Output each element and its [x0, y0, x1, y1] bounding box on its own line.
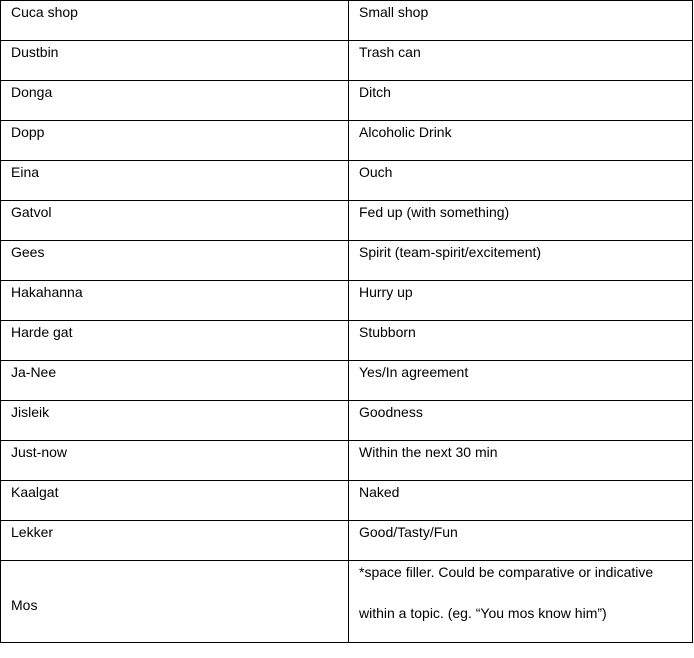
- meaning-text: Naked: [359, 484, 400, 500]
- term-text: Eina: [11, 164, 40, 180]
- meaning-text: Trash can: [359, 44, 421, 60]
- meaning-cell: [349, 81, 693, 121]
- term-text: Mos: [11, 597, 38, 613]
- term-cell: [1, 241, 349, 281]
- term-text: Cuca shop: [11, 4, 78, 20]
- meaning-text: Yes/In agreement: [359, 364, 469, 380]
- meaning-cell: [349, 401, 693, 441]
- meaning-text: Ouch: [359, 164, 393, 180]
- term-cell: [1, 561, 349, 643]
- term-text: Harde gat: [11, 324, 73, 340]
- table-row: [1, 481, 693, 521]
- meaning-cell: [349, 281, 693, 321]
- table-row: [1, 561, 693, 643]
- term-cell: [1, 81, 349, 121]
- term-cell: [1, 321, 349, 361]
- meaning-text: Goodness: [359, 404, 423, 420]
- term-cell: [1, 441, 349, 481]
- term-text: Jisleik: [11, 404, 50, 420]
- meaning-cell: [349, 361, 693, 401]
- meaning-text: Hurry up: [359, 284, 413, 300]
- meaning-text: Stubborn: [359, 324, 416, 340]
- meaning-text: Alcoholic Drink: [359, 124, 452, 140]
- meaning-cell: [349, 241, 693, 281]
- term-cell: [1, 41, 349, 81]
- term-text: Just-now: [11, 444, 68, 460]
- meaning-cell: [349, 481, 693, 521]
- term-text: Gatvol: [11, 204, 52, 220]
- term-cell: [1, 201, 349, 241]
- meaning-cell: [349, 441, 693, 481]
- term-cell: [1, 361, 349, 401]
- meaning-text: Within the next 30 min: [359, 444, 498, 460]
- meaning-text: Small shop: [359, 4, 429, 20]
- table-row: [1, 521, 693, 561]
- meaning-cell: [349, 1, 693, 41]
- meaning-cell: [349, 161, 693, 201]
- term-text: Dopp: [11, 124, 45, 140]
- term-cell: [1, 281, 349, 321]
- meaning-cell: [349, 561, 693, 643]
- meaning-cell: [349, 201, 693, 241]
- meaning-cell: [349, 521, 693, 561]
- term-text: Kaalgat: [11, 484, 59, 500]
- term-cell: [1, 161, 349, 201]
- table-row: [1, 281, 693, 321]
- table-row: [1, 361, 693, 401]
- table-row: [1, 1, 693, 41]
- term-cell: [1, 1, 349, 41]
- meaning-cell: [349, 41, 693, 81]
- meaning-text: Ditch: [359, 84, 391, 100]
- table-row: [1, 441, 693, 481]
- term-text: Dustbin: [11, 44, 59, 60]
- meaning-text: Good/Tasty/Fun: [359, 524, 458, 540]
- meaning-text: *space filler. Could be comparative or indicative within a topic. (eg. “You mos know him”): [359, 564, 654, 621]
- term-cell: [1, 481, 349, 521]
- meaning-cell: [349, 321, 693, 361]
- table-row: [1, 41, 693, 81]
- meaning-text: Fed up (with something): [359, 204, 510, 220]
- term-text: Ja-Nee: [11, 364, 57, 380]
- term-text: Gees: [11, 244, 45, 260]
- table-row: [1, 81, 693, 121]
- term-text: Donga: [11, 84, 53, 100]
- meaning-text: Spirit (team-spirit/excitement): [359, 244, 542, 260]
- table-row: [1, 201, 693, 241]
- term-cell: [1, 121, 349, 161]
- meaning-cell: [349, 121, 693, 161]
- table-row: [1, 401, 693, 441]
- term-cell: [1, 521, 349, 561]
- term-text: Lekker: [11, 524, 54, 540]
- glossary-body: [1, 1, 693, 643]
- table-row: [1, 241, 693, 281]
- table-row: [1, 321, 693, 361]
- term-text: Hakahanna: [11, 284, 83, 300]
- table-row: [1, 161, 693, 201]
- term-cell: [1, 401, 349, 441]
- table-row: [1, 121, 693, 161]
